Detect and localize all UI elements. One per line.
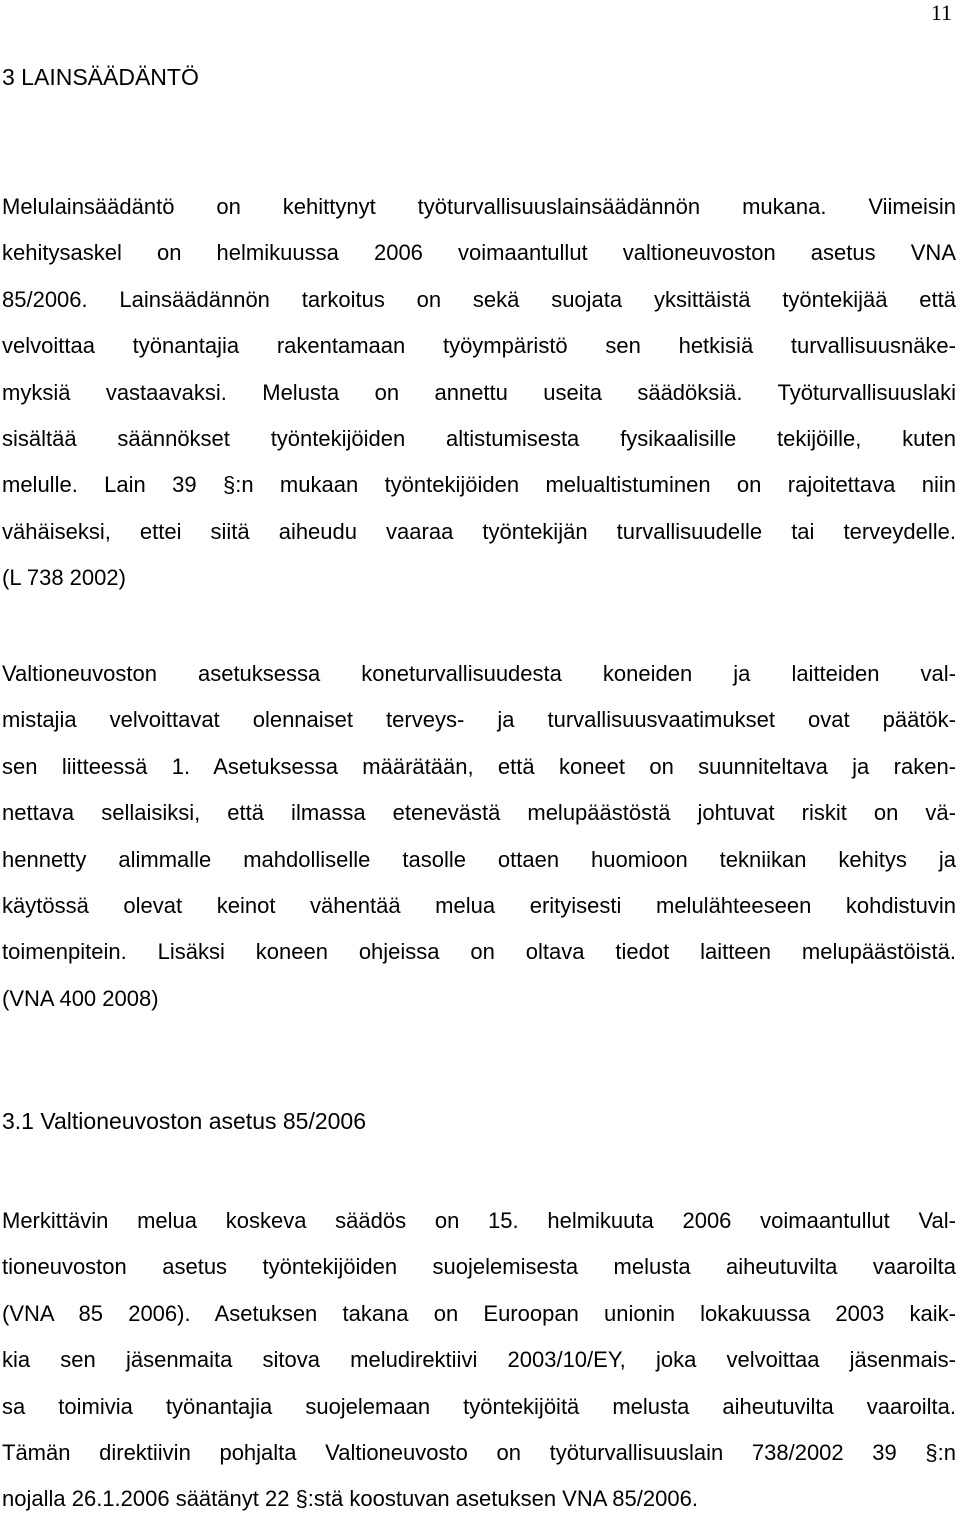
text-line: nettava sellaisiksi, että ilmassa etenevästä melupäästöstä johtuvat riskit on vä- (2, 800, 956, 826)
text-line: nojalla 26.1.2006 säätänyt 22 §:stä koostuvan asetuksen VNA 85/2006. (2, 1486, 698, 1512)
text-line: mistajia velvoittavat olennaiset terveys- ja turvallisuusvaatimukset ovat päätök- (2, 707, 956, 733)
page-number: 11 (930, 0, 952, 25)
text-line: toimenpitein. Lisäksi koneen ohjeissa on oltava tiedot laitteen melupäästöistä. (2, 939, 956, 965)
paragraph-koneturvallisuus (2, 651, 956, 1022)
text-line: kia sen jäsenmaita sitova meludirektiivi 2003/10/EY, joka velvoittaa jäsenmais- (2, 1347, 956, 1373)
text-line: melulle. Lain 39 §:n mukaan työntekijöiden melualtistuminen on rajoitettava niin (2, 472, 956, 498)
text-line: hennetty alimmalle mahdolliselle tasolle ottaen huomioon tekniikan kehitys ja (2, 846, 956, 872)
text-line: (VNA 400 2008) (2, 985, 159, 1011)
text-line: Tämän direktiivin pohjalta Valtioneuvosto on työturvallisuuslain 738/2002 39 §:n (2, 1439, 956, 1465)
text-line: tioneuvoston asetus työntekijöiden suojelemisesta melusta aiheutuvilta vaaroilta (2, 1254, 956, 1280)
paragraph-vna-85-2006 (2, 1198, 956, 1523)
paragraph-melulainsaadanto (2, 184, 956, 602)
text-line: kehitysaskel on helmikuussa 2006 voimaantullut valtioneuvoston asetus VNA (2, 240, 956, 266)
text-line: velvoittaa työnantajia rakentamaan työympäristö sen hetkisiä turvallisuusnäke- (2, 333, 956, 359)
text-line: (L 738 2002) (2, 565, 126, 591)
text-line: sisältää säännökset työntekijöiden altistumisesta fysikaalisille tekijöille, kuten (2, 425, 956, 451)
section-heading-3-1: 3.1 Valtioneuvoston asetus 85/2006 (2, 1108, 367, 1134)
section-heading-3: 3 LAINSÄÄDÄNTÖ (2, 64, 199, 90)
text-line: Merkittävin melua koskeva säädös on 15. helmikuuta 2006 voimaantullut Val- (2, 1208, 956, 1233)
text-line: (VNA 85 2006). Asetuksen takana on Euroopan unionin lokakuussa 2003 kaik- (2, 1300, 956, 1326)
text-line: sen liitteessä 1. Asetuksessa määrätään, että koneet on suunniteltava ja raken- (2, 753, 956, 779)
text-line: myksiä vastaavaksi. Melusta on annettu useita säädöksiä. Työturvallisuuslaki (2, 379, 956, 405)
text-line: sa toimivia työnantajia suojelemaan työntekijöitä melusta aiheutuvilta vaaroilta. (2, 1393, 956, 1419)
text-line: vähäiseksi, ettei siitä aiheudu vaaraa työntekijän turvallisuudelle tai terveydelle. (2, 518, 956, 544)
text-line: käytössä olevat keinot vähentää melua erityisesti melulähteeseen kohdistuvin (2, 892, 956, 918)
text-line: Valtioneuvoston asetuksessa koneturvallisuudesta koneiden ja laitteiden val- (2, 661, 956, 686)
text-line: 85/2006. Lainsäädännön tarkoitus on sekä suojata yksittäistä työntekijää että (2, 286, 956, 312)
text-line: Melulainsäädäntö on kehittynyt työturvallisuuslainsäädännön mukana. Viimeisin (2, 194, 956, 219)
